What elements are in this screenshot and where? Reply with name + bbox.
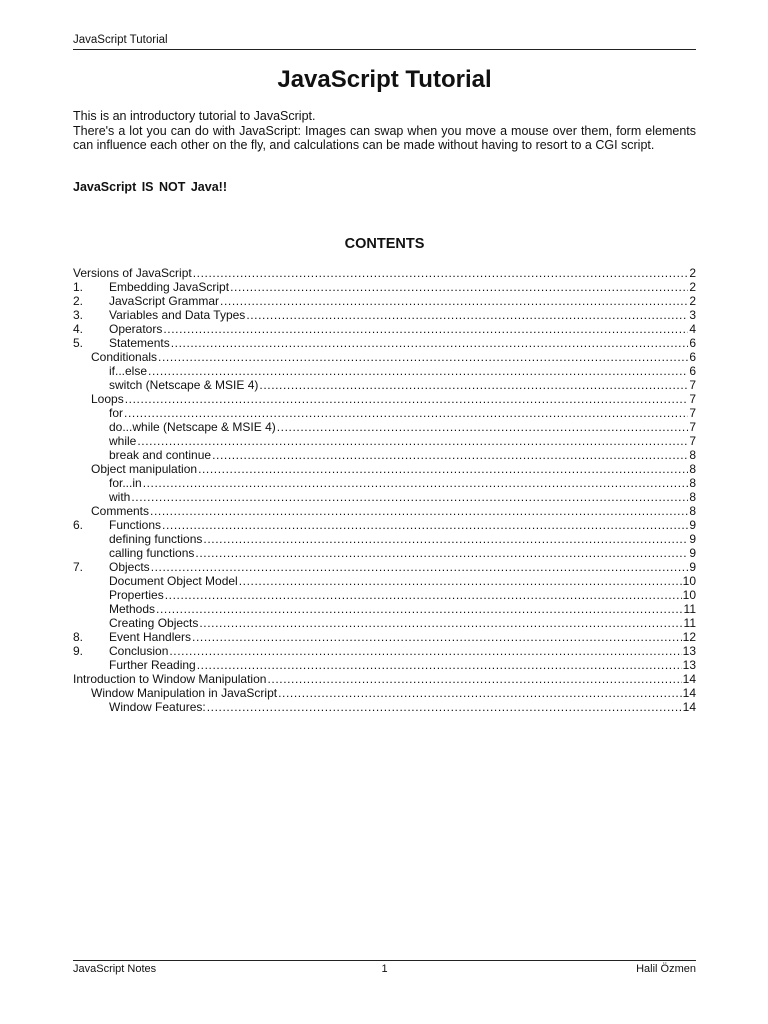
footer-author: Halil Özmen bbox=[636, 963, 696, 975]
toc-entry[interactable] bbox=[73, 392, 696, 406]
toc-entry-page: 8 bbox=[689, 448, 696, 462]
toc-leader-dots bbox=[239, 574, 682, 588]
toc-entry[interactable] bbox=[73, 476, 696, 490]
toc-leader-dots bbox=[203, 532, 688, 546]
toc-entry-page: 13 bbox=[682, 658, 696, 672]
toc-leader-dots bbox=[151, 560, 689, 574]
toc-leader-dots bbox=[198, 462, 688, 476]
toc-entry-page: 8 bbox=[689, 490, 696, 504]
toc-leader-dots bbox=[197, 658, 682, 672]
table-of-contents bbox=[73, 266, 696, 714]
toc-entry-label: with bbox=[109, 490, 131, 504]
toc-entry[interactable] bbox=[73, 336, 696, 350]
page-number: 1 bbox=[381, 963, 388, 975]
running-header: JavaScript Tutorial bbox=[73, 34, 168, 46]
toc-leader-dots bbox=[158, 350, 688, 364]
toc-entry-page: 6 bbox=[689, 364, 696, 378]
toc-entry-page: 7 bbox=[689, 406, 696, 420]
toc-entry[interactable] bbox=[73, 434, 696, 448]
toc-entry-page: 10 bbox=[682, 574, 696, 588]
toc-entry-label: Conditionals bbox=[91, 350, 158, 364]
toc-entry-page: 7 bbox=[689, 434, 696, 448]
toc-entry[interactable] bbox=[73, 686, 696, 700]
toc-leader-dots bbox=[199, 616, 682, 630]
toc-leader-dots bbox=[192, 630, 682, 644]
toc-entry-page: 9 bbox=[689, 560, 696, 574]
toc-entry[interactable] bbox=[73, 504, 696, 518]
page-title: JavaScript Tutorial bbox=[277, 66, 492, 93]
toc-entry-number: 2. bbox=[73, 294, 84, 308]
toc-entry-number: 8. bbox=[73, 630, 84, 644]
toc-entry-label: Embedding JavaScript bbox=[109, 280, 230, 294]
toc-entry-page: 7 bbox=[689, 392, 696, 406]
toc-entry[interactable] bbox=[73, 546, 696, 560]
toc-entry-label: Window Features: bbox=[109, 700, 206, 714]
intro-line: This is an introductory tutorial to JavaScript. bbox=[73, 109, 316, 123]
toc-entry-number: 9. bbox=[73, 644, 84, 658]
toc-entry[interactable] bbox=[73, 462, 696, 476]
toc-entry[interactable] bbox=[73, 364, 696, 378]
toc-leader-dots bbox=[207, 700, 682, 714]
toc-entry-label: Functions bbox=[109, 518, 162, 532]
toc-entry-number: 4. bbox=[73, 322, 84, 336]
toc-entry-label: Operators bbox=[109, 322, 163, 336]
intro-paragraph: There's a lot you can do with JavaScript: Images can swap when you move a mouse over them, form elements can influence each other on the fly, and calculations can be made without having to resort to a CGI script. bbox=[73, 123, 696, 152]
toc-entry-label: Document Object Model bbox=[109, 574, 238, 588]
toc-entry-page: 14 bbox=[682, 686, 696, 700]
toc-entry[interactable] bbox=[73, 588, 696, 602]
toc-entry[interactable] bbox=[73, 616, 696, 630]
toc-leader-dots bbox=[278, 686, 682, 700]
toc-leader-dots bbox=[143, 476, 689, 490]
toc-entry[interactable] bbox=[73, 378, 696, 392]
toc-entry-label: if...else bbox=[109, 364, 148, 378]
toc-entry[interactable] bbox=[73, 490, 696, 504]
toc-leader-dots bbox=[195, 546, 688, 560]
toc-entry-label: Creating Objects bbox=[109, 616, 199, 630]
toc-entry-label: defining functions bbox=[109, 532, 203, 546]
toc-leader-dots bbox=[165, 588, 682, 602]
document-page bbox=[73, 0, 696, 1024]
toc-entry-label: Further Reading bbox=[109, 658, 196, 672]
toc-entry-number: 1. bbox=[73, 280, 84, 294]
toc-entry[interactable] bbox=[73, 518, 696, 532]
toc-leader-dots bbox=[156, 602, 683, 616]
toc-entry-page: 8 bbox=[689, 476, 696, 490]
toc-entry-label: Methods bbox=[109, 602, 156, 616]
toc-leader-dots bbox=[137, 434, 688, 448]
intro-section bbox=[73, 109, 696, 153]
toc-entry-page: 11 bbox=[683, 616, 696, 630]
toc-entry-page: 9 bbox=[689, 546, 696, 560]
toc-entry-label: calling functions bbox=[109, 546, 195, 560]
toc-leader-dots bbox=[124, 406, 688, 420]
footer-rule bbox=[73, 960, 696, 961]
toc-entry-label: switch (Netscape & MSIE 4) bbox=[109, 378, 259, 392]
toc-entry-page: 7 bbox=[689, 378, 696, 392]
toc-entry-page: 13 bbox=[682, 644, 696, 658]
footer-left: JavaScript Notes bbox=[73, 963, 157, 975]
toc-entry[interactable] bbox=[73, 560, 696, 574]
toc-entry-label: Objects bbox=[109, 560, 150, 574]
toc-entry-page: 11 bbox=[683, 602, 696, 616]
toc-entry-label: for...in bbox=[109, 476, 142, 490]
toc-entry-label: Introduction to Window Manipulation bbox=[73, 672, 267, 686]
toc-entry[interactable] bbox=[73, 532, 696, 546]
toc-entry-label: break and continue bbox=[109, 448, 212, 462]
toc-leader-dots bbox=[171, 336, 689, 350]
toc-entry-label: Window Manipulation in JavaScript bbox=[91, 686, 278, 700]
toc-entry[interactable] bbox=[73, 658, 696, 672]
toc-entry-label: JavaScript Grammar bbox=[109, 294, 220, 308]
toc-entry-label: Comments bbox=[91, 504, 150, 518]
toc-entry[interactable] bbox=[73, 322, 696, 336]
toc-leader-dots bbox=[163, 322, 688, 336]
toc-leader-dots bbox=[267, 672, 681, 686]
toc-entry-label: Versions of JavaScript bbox=[73, 266, 192, 280]
toc-entry-label: for bbox=[109, 406, 124, 420]
toc-entry-label: Loops bbox=[91, 392, 124, 406]
toc-entry[interactable] bbox=[73, 448, 696, 462]
toc-entry[interactable] bbox=[73, 308, 696, 322]
toc-entry-page: 9 bbox=[689, 532, 696, 546]
toc-entry-label: Properties bbox=[109, 588, 164, 602]
toc-entry[interactable] bbox=[73, 700, 696, 714]
toc-entry[interactable] bbox=[73, 602, 696, 616]
toc-entry-number: 5. bbox=[73, 336, 84, 350]
toc-entry-page: 6 bbox=[689, 336, 696, 350]
toc-entry-page: 14 bbox=[682, 700, 696, 714]
warning-text: JavaScript IS NOT Java!! bbox=[73, 180, 227, 194]
toc-entry-number: 3. bbox=[73, 308, 84, 322]
toc-entry-page: 8 bbox=[689, 504, 696, 518]
toc-leader-dots bbox=[148, 364, 688, 378]
toc-leader-dots bbox=[277, 420, 689, 434]
toc-entry[interactable] bbox=[73, 672, 696, 686]
toc-entry-page: 2 bbox=[689, 294, 696, 308]
toc-entry[interactable] bbox=[73, 350, 696, 364]
toc-entry-label: Event Handlers bbox=[109, 630, 192, 644]
toc-leader-dots bbox=[220, 294, 688, 308]
toc-entry-number: 6. bbox=[73, 518, 84, 532]
toc-leader-dots bbox=[230, 280, 688, 294]
toc-leader-dots bbox=[169, 644, 681, 658]
toc-entry-label: while bbox=[109, 434, 137, 448]
toc-entry[interactable] bbox=[73, 630, 696, 644]
toc-entry-label: Conclusion bbox=[109, 644, 169, 658]
toc-leader-dots bbox=[259, 378, 688, 392]
toc-entry-page: 12 bbox=[682, 630, 696, 644]
toc-entry[interactable] bbox=[73, 406, 696, 420]
toc-entry-number: 7. bbox=[73, 560, 84, 574]
toc-entry-page: 14 bbox=[682, 672, 696, 686]
toc-entry[interactable] bbox=[73, 294, 696, 308]
toc-entry-label: Statements bbox=[109, 336, 170, 350]
toc-entry-page: 2 bbox=[689, 266, 696, 280]
toc-entry[interactable] bbox=[73, 420, 696, 434]
toc-entry-label: Object manipulation bbox=[91, 462, 198, 476]
toc-entry[interactable] bbox=[73, 280, 696, 294]
toc-leader-dots bbox=[125, 392, 689, 406]
toc-entry-page: 8 bbox=[689, 462, 696, 476]
toc-leader-dots bbox=[131, 490, 688, 504]
toc-entry-page: 3 bbox=[689, 308, 696, 322]
contents-heading: CONTENTS bbox=[344, 236, 425, 252]
toc-leader-dots bbox=[212, 448, 688, 462]
toc-entry[interactable] bbox=[73, 574, 696, 588]
toc-entry-page: 6 bbox=[689, 350, 696, 364]
toc-entry-label: do...while (Netscape & MSIE 4) bbox=[109, 420, 276, 434]
header-rule bbox=[73, 49, 696, 50]
toc-entry[interactable] bbox=[73, 644, 696, 658]
toc-entry-page: 4 bbox=[689, 322, 696, 336]
toc-entry-page: 2 bbox=[689, 280, 696, 294]
toc-entry[interactable] bbox=[73, 266, 696, 280]
toc-entry-page: 9 bbox=[689, 518, 696, 532]
toc-leader-dots bbox=[246, 308, 688, 322]
toc-leader-dots bbox=[162, 518, 688, 532]
toc-entry-label: Variables and Data Types bbox=[109, 308, 246, 322]
toc-entry-page: 7 bbox=[689, 420, 696, 434]
toc-leader-dots bbox=[193, 266, 689, 280]
toc-entry-page: 10 bbox=[682, 588, 696, 602]
toc-leader-dots bbox=[150, 504, 688, 518]
